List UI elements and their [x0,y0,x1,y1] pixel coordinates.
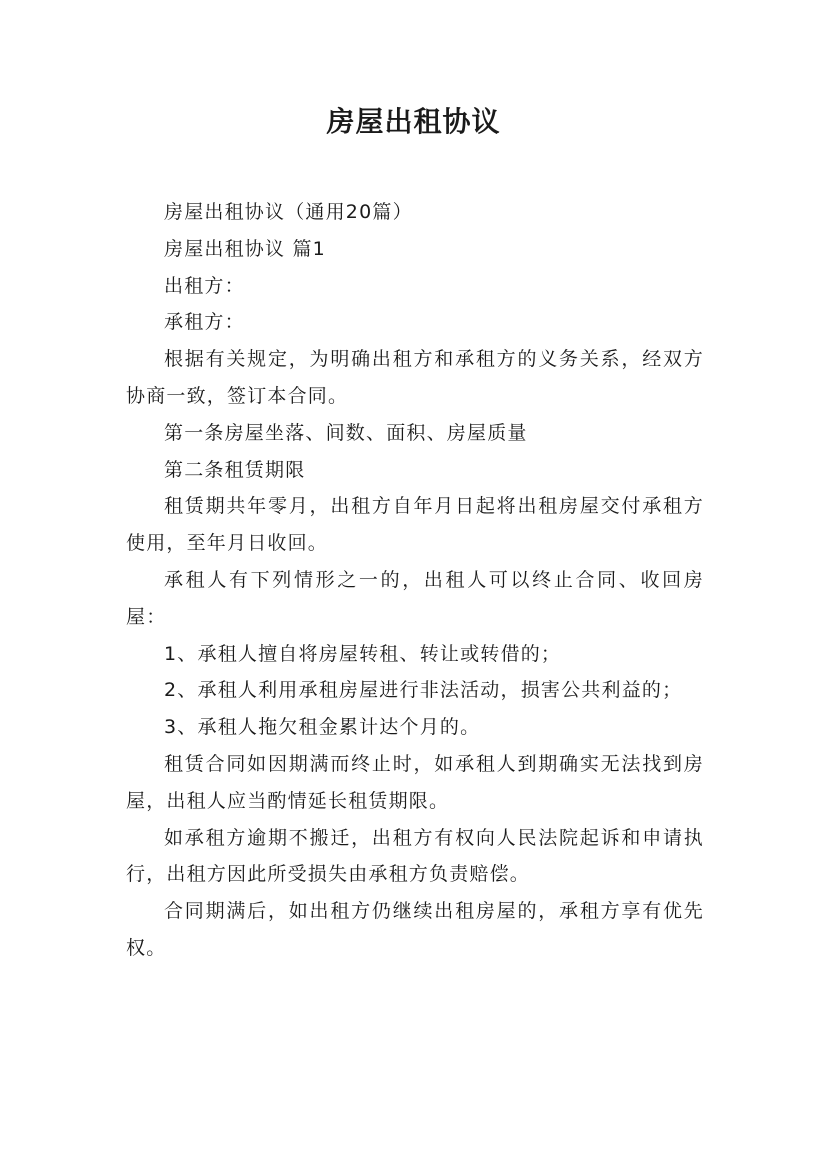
paragraph-item-3: 3、承租人拖欠租金累计达个月的。 [164,716,481,739]
paragraph-priority: 合同期满后，如出租方仍继续出租房屋的，承租方享有优先权。 [126,900,704,959]
paragraph-termination: 承租人有下列情形之一的，出租人可以终止合同、收回房屋： [126,568,704,628]
paragraph-lease-term: 租赁期共年零月，出租方自年月日起将出租房屋交付承租方使用，至年月日收回。 [126,495,704,555]
paragraph-article-2: 第二条租赁期限 [164,458,306,481]
document-body [126,194,704,967]
paragraph-preamble: 根据有关规定，为明确出租方和承租方的义务关系，经双方协商一致，签订本合同。 [126,348,704,407]
paragraph-item-2: 2、承租人利用承租房屋进行非法活动，损害公共利益的； [164,679,683,702]
paragraph-item-1: 1、承租人擅自将房屋转租、转让或转借的； [164,642,562,665]
paragraph-section-heading: 房屋出租协议 篇1 [164,237,326,260]
paragraph-expiry: 租赁合同如因期满而终止时，如承租人到期确实无法找到房屋，出租人应当酌情延长租赁期限。 [126,752,704,812]
document-title: 房屋出租协议 [326,105,501,138]
paragraph-subtitle: 房屋出租协议（通用20篇） [164,201,413,223]
paragraph-lessor: 出租方： [164,274,245,297]
paragraph-lessee: 承租方： [164,311,245,334]
paragraph-article-1: 第一条房屋坐落、间数、面积、房屋质量 [164,421,528,444]
paragraph-overdue: 如承租方逾期不搬迁，出租方有权向人民法院起诉和申请执行，出租方因此所受损失由承租方负责赔偿。 [126,826,704,886]
